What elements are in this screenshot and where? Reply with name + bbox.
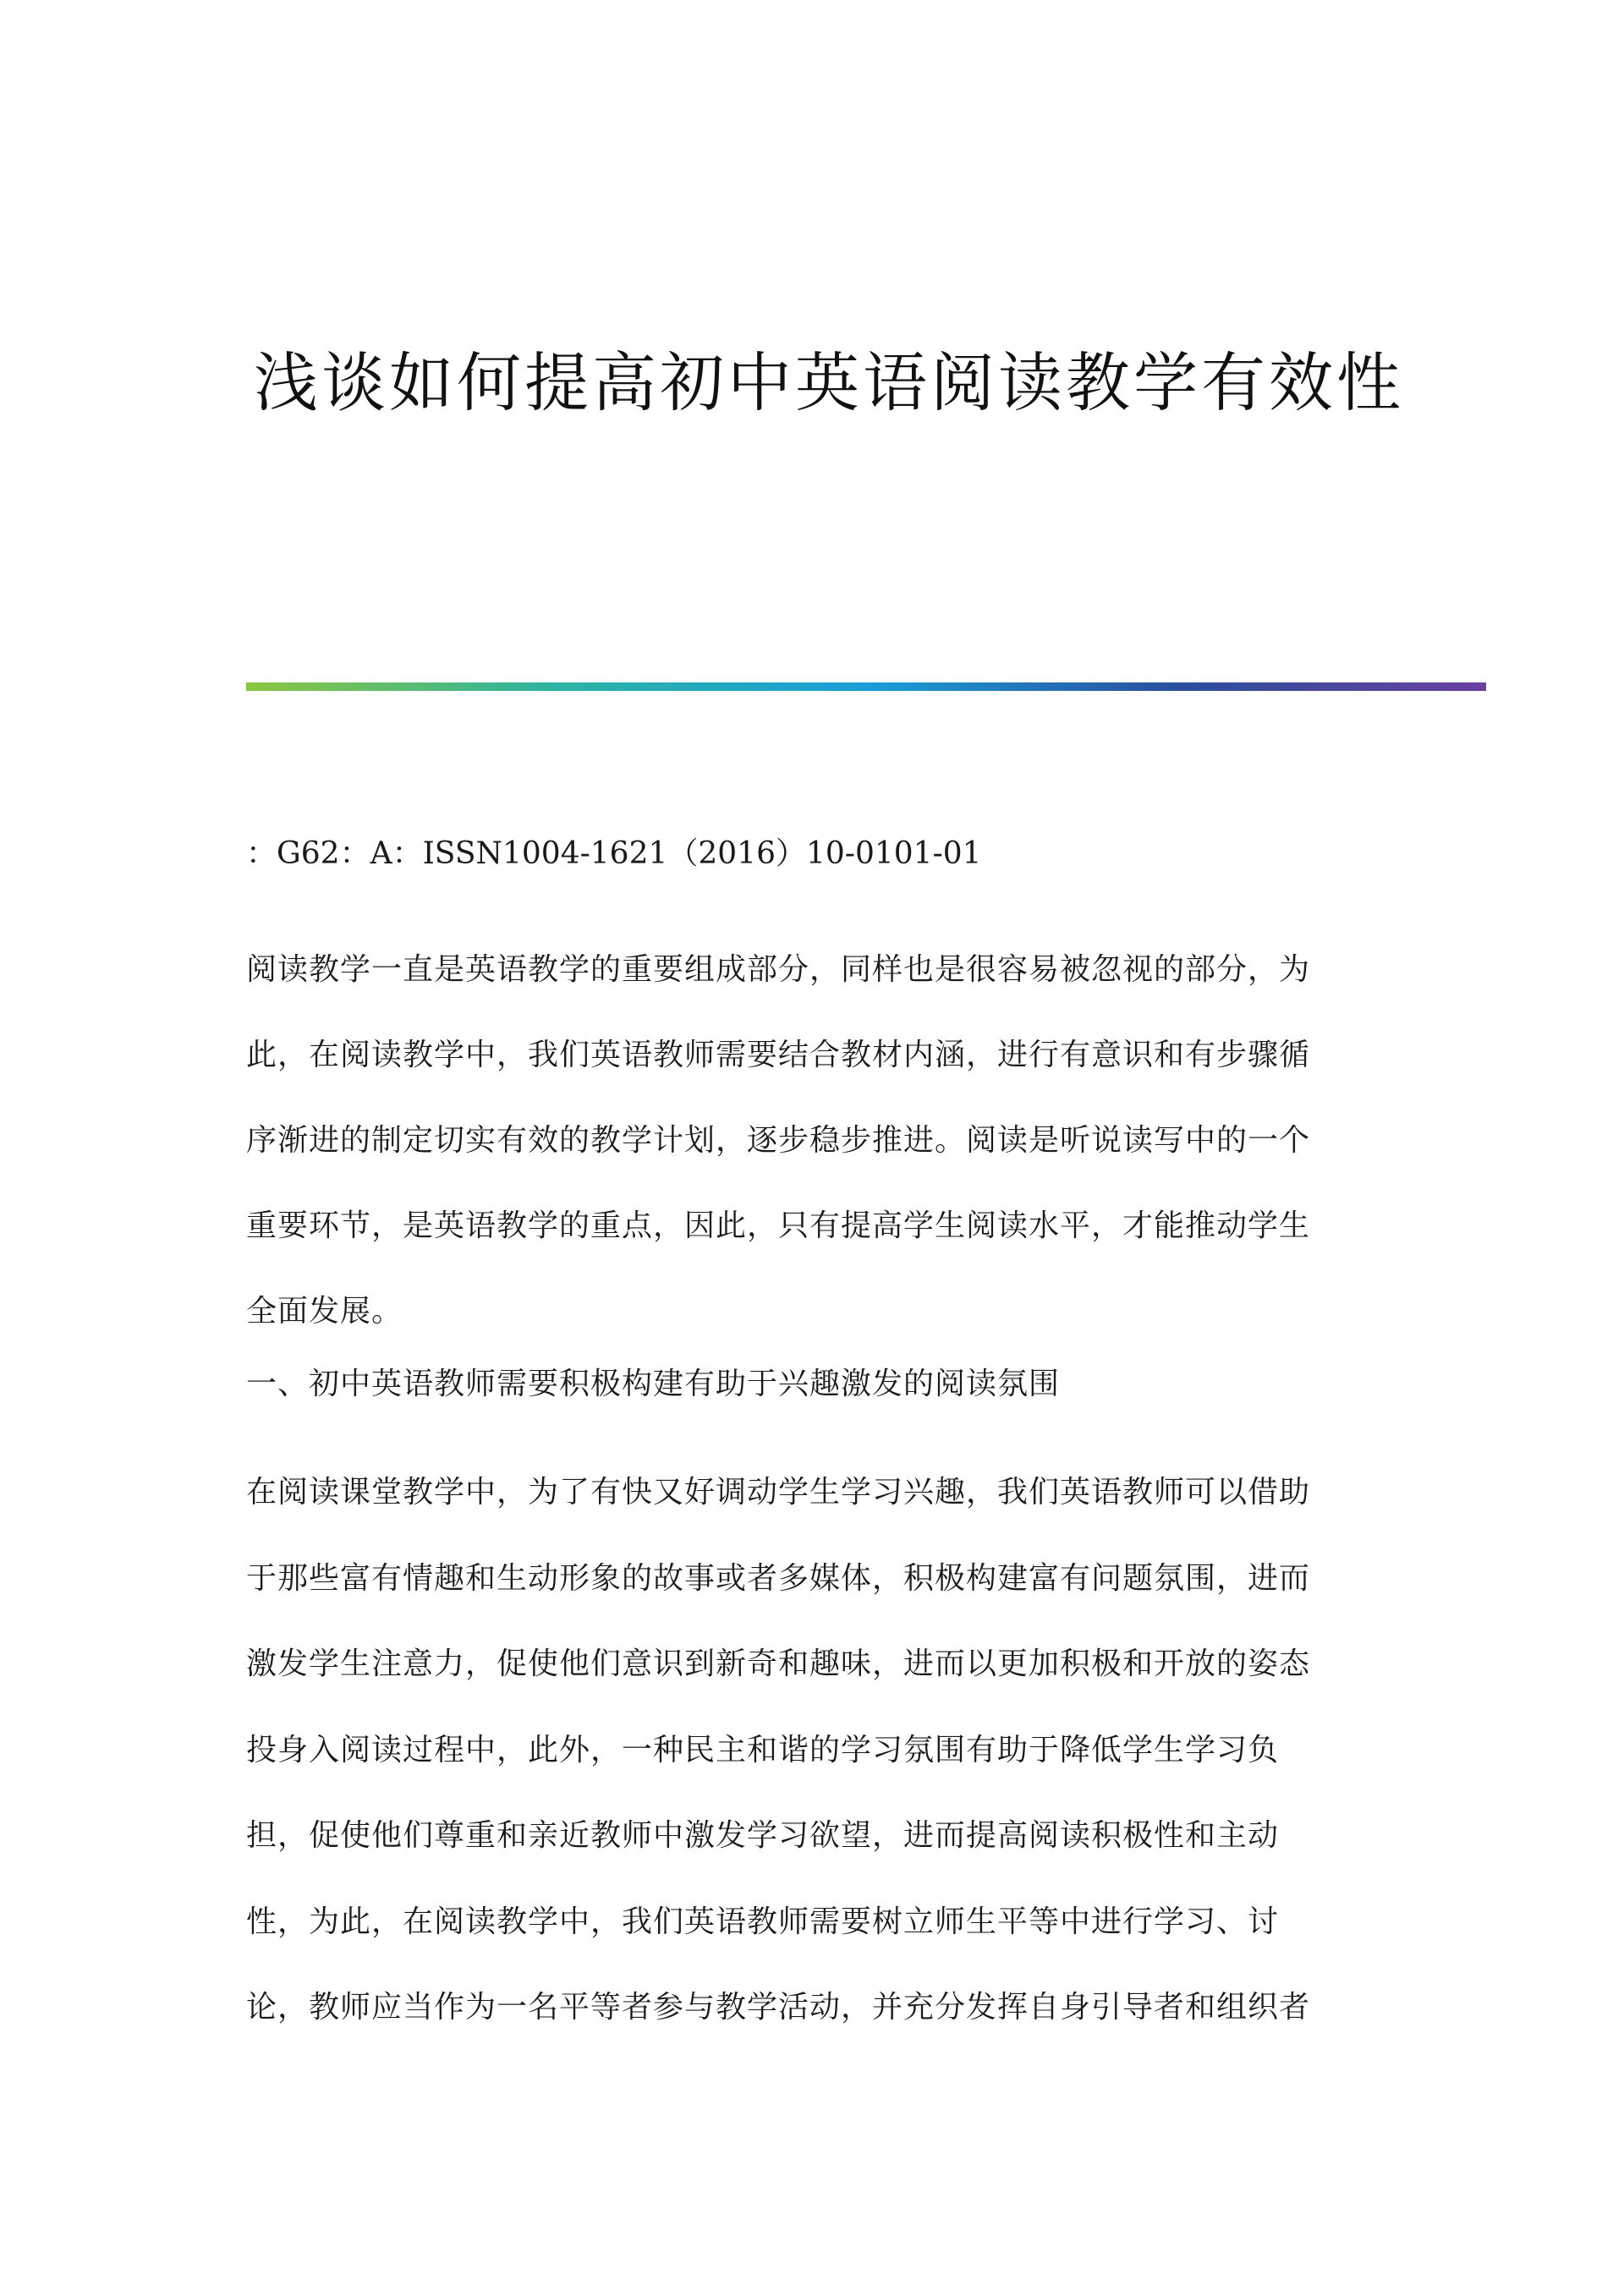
paragraph-line: 论，教师应当作为一名平等者参与教学活动，并充分发挥自身引导者和组织者 — [246, 1990, 1311, 2025]
document-title: 浅谈如何提高初中英语阅读教学有效性 — [254, 345, 1404, 420]
paragraph-line: 激发学生注意力，促使他们意识到新奇和趣味，进而以更加积极和开放的姿态 — [246, 1647, 1311, 1681]
paragraph-line: 于那些富有情趣和生动形象的故事或者多媒体，积极构建富有问题氛围，进而 — [246, 1560, 1311, 1596]
title-divider — [246, 682, 1486, 691]
paragraph-line: 此，在阅读教学中，我们英语教师需要结合教材内涵，进行有意识和有步骤循 — [246, 1038, 1311, 1072]
paragraph-intro — [246, 927, 1371, 1354]
paragraph-line: 担，促使他们尊重和亲近教师中激发学习欲望，进而提高阅读积极性和主动 — [246, 1818, 1280, 1853]
paragraph-line: 在阅读课堂教学中，为了有快又好调动学生学习兴趣，我们英语教师可以借助 — [246, 1475, 1311, 1510]
paragraph-line: 性，为此，在阅读教学中，我们英语教师需要树立师生平等中进行学习、讨 — [246, 1904, 1280, 1939]
paragraph-line: 重要环节，是英语教学的重点，因此，只有提高学生阅读水平，才能推动学生 — [246, 1208, 1311, 1243]
paragraph-line: 阅读教学一直是英语教学的重要组成部分，同样也是很容易被忽视的部分，为 — [246, 952, 1311, 987]
paragraph-line: 投身入阅读过程中，此外，一种民主和谐的学习氛围有助于降低学生学习负 — [246, 1732, 1280, 1767]
section-heading: 一、初中英语教师需要积极构建有助于兴趣激发的阅读氛围 — [246, 1367, 1061, 1401]
classification-line: ：G62：A：ISSN1004-1621（2016）10-0101-01 — [246, 836, 982, 871]
paragraph-section1 — [246, 1449, 1371, 2051]
paragraph-line: 全面发展。 — [246, 1294, 403, 1329]
paragraph-line: 序渐进的制定切实有效的教学计划，逐步稳步推进。阅读是听说读写中的一个 — [246, 1123, 1311, 1158]
